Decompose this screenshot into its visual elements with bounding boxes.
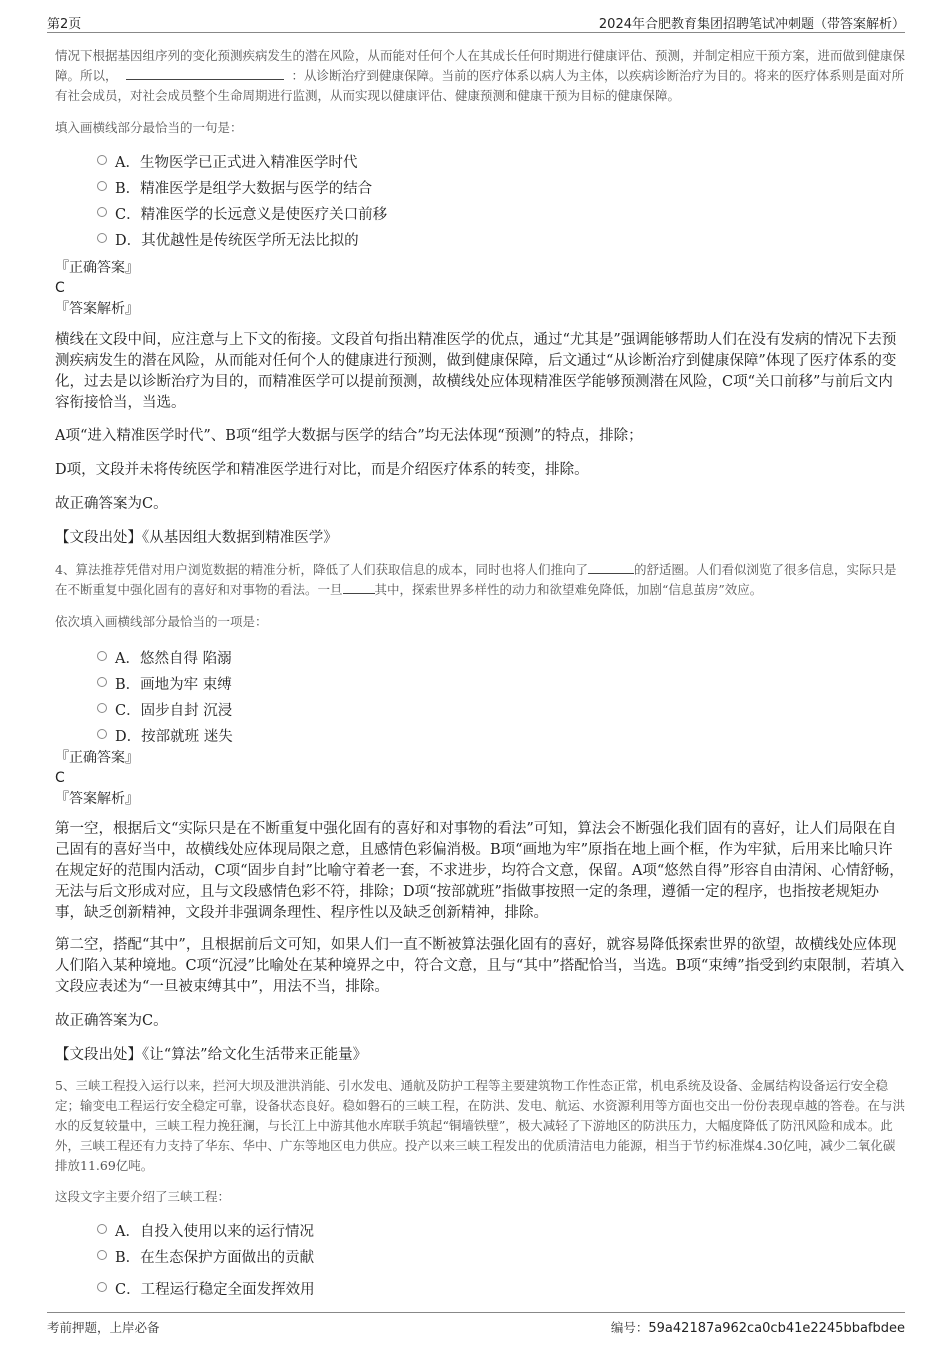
- footer-slogan: 考前押题，上岸必备: [47, 1320, 160, 1335]
- q3-prompt: 填入画横线部分最恰当的一句是：: [55, 120, 243, 135]
- q3-analysis-2: A项“进入精准医学时代”、B项“组学大数据与医学的结合”均无法体现“预测”的特点，排除；: [55, 428, 643, 444]
- q3-options: [55, 148, 905, 252]
- q3-analysis-4: 故正确答案为C。: [55, 496, 168, 512]
- q4-options: [55, 644, 905, 748]
- document-code: [611, 1318, 905, 1336]
- radio-icon[interactable]: [97, 729, 107, 739]
- page-number: 第2页: [47, 17, 82, 32]
- q4-passage-part-a: 4、算法推荐凭借对用户浏览数据的精准分析，降低了人们获取信息的成本，同时也将人们推向了: [55, 562, 588, 577]
- q4-blank-1: [588, 572, 634, 574]
- q4-option-c[interactable]: C．固步自封 沉浸: [55, 696, 905, 722]
- q3-option-c[interactable]: C．精准医学的长远意义是使医疗关口前移: [55, 200, 905, 226]
- radio-icon[interactable]: [97, 207, 107, 217]
- q3-analysis-label: 『答案解析』: [55, 301, 139, 317]
- q4-answer: C: [55, 770, 65, 786]
- radio-icon[interactable]: [97, 651, 107, 661]
- q3-answer-label: 『正确答案』: [55, 260, 139, 276]
- radio-icon[interactable]: [97, 1282, 107, 1292]
- q3-blank: [126, 78, 284, 80]
- q4-source: 【文段出处】《让“算法”给文化生活带来正能量》: [55, 1047, 368, 1063]
- q4-answer-label: 『正确答案』: [55, 750, 139, 766]
- q4-analysis-3: 故正确答案为C。: [55, 1013, 168, 1029]
- q3-analysis-3: D项，文段并未将传统医学和精准医学进行对比，而是介绍医疗体系的转变，排除。: [55, 462, 589, 478]
- q3-option-a[interactable]: A．生物医学已正式进入精准医学时代: [55, 148, 905, 174]
- q4-passage: [55, 560, 905, 600]
- q3-answer: C: [55, 280, 65, 296]
- q5-prompt: 这段文字主要介绍了三峡工程：: [55, 1189, 231, 1204]
- page-footer: [47, 1312, 905, 1338]
- q5-passage: 5、三峡工程投入运行以来，拦河大坝及泄洪消能、引水发电、通航及防护工程等主要建筑物工作性态正常，机电系统及设备、金属结构设备运行安全稳定；输变电工程运行安全稳定可靠，设备状态良好。稳如磐石的三峡工程，在防洪、发电、航运、水资源利用等方面也交出一份份表现卓越的答卷。在与洪水的反复较量中，三峡工程力挽狂澜，与长江上中游其他水库联手筑起“铜墙铁壁”，极大减轻了下游地区的防洪压力，大幅度降低了防汛风险和成本。此外，三峡工程还有力支持了华东、华中、广东等地区电力供应。投产以来三峡工程发出的优质清洁电力能源，相当于节约标准煤4.30亿吨，减少二氧化碳排放11.69亿吨。: [55, 1078, 906, 1173]
- q4-passage-part-b: 的舒适圈。人们看似浏览了很多信息，实际只是在不断重复中强化固有的喜好和对事物的看法。一旦: [55, 562, 897, 597]
- q4-analysis-1: 第一空，根据后文“实际只是在不断重复中强化固有的喜好和对事物的看法”可知，算法会不断强化我们固有的喜好，让人们局限在自己固有的喜好当中，故横线处应体现局限之意，且感情色彩偏消极。B项“画地为牢”原指在地上画个框，作为牢狱，后用来比喻只许在规定好的范围内活动，C项“固步自封”比喻守着老一套，不求进步，均符合文意，保留。A项“悠然自得”形容自由清闲、心情舒畅，无法与后文形成对应，且与文段感情色彩不符，排除；D项“按部就班”指做事按照一定的条理，遵循一定的程序，也指按老规矩办事，缺乏创新精神，文段并非强调条理性、程序性以及缺乏创新精神，排除。: [55, 821, 904, 921]
- q3-passage-part-a: 情况下根据基因组序列的变化预测疾病发生的潜在风险，从而能对任何个人在其成长任何时期进行健康评估、预测，并制定相应干预方案，进而做到健康保障。所以，: [55, 48, 906, 83]
- q4-blank-2: [343, 592, 375, 594]
- radio-icon[interactable]: [97, 703, 107, 713]
- q3-option-b[interactable]: B．精准医学是组学大数据与医学的结合: [55, 174, 905, 200]
- q4-option-b[interactable]: B．画地为牢 束缚: [55, 670, 905, 696]
- document-code-value: 59a42187a962ca0cb41e2245bbafbdee: [648, 1321, 905, 1336]
- radio-icon[interactable]: [97, 1250, 107, 1260]
- q3-option-d[interactable]: D．其优越性是传统医学所无法比拟的: [55, 226, 905, 252]
- q3-source: 【文段出处】《从基因组大数据到精准医学》: [55, 530, 338, 546]
- q4-analysis-2: 第二空，搭配“其中”，且根据前后文可知，如果人们一直不断被算法强化固有的喜好，就容易降低探索世界的欲望，故横线处应体现人们陷入某种境地。C项“沉浸”比喻处在某种境界之中，符合文意，且与“其中”搭配恰当，当选。B项“束缚”指受到约束限制，若填入文段应表述为“一旦被束缚其中”，用法不当，排除。: [55, 937, 905, 995]
- q4-passage-part-c: 其中，探索世界多样性的动力和欲望难免降低，加剧“信息茧房”效应。: [374, 582, 763, 597]
- q3-passage-part-b: ：从诊断治疗到健康保障。当前的医疗体系以病人为主体，以疾病诊断治疗为目的。将来的医疗体系则是面对所有社会成员，对社会成员整个生命周期进行监测，从而实现以健康评估、健康预测和健康干预为目标的健康保障。: [55, 68, 905, 103]
- q3-passage: [55, 46, 905, 106]
- q5-option-a[interactable]: A．自投入使用以来的运行情况: [55, 1217, 905, 1243]
- q4-analysis-label: 『答案解析』: [55, 791, 139, 807]
- radio-icon[interactable]: [97, 155, 107, 165]
- radio-icon[interactable]: [97, 233, 107, 243]
- page-header: [47, 10, 905, 33]
- radio-icon[interactable]: [97, 181, 107, 191]
- q4-prompt: 依次填入画横线部分最恰当的一项是：: [55, 614, 268, 629]
- q5-option-b[interactable]: B．在生态保护方面做出的贡献: [55, 1243, 905, 1269]
- document-title: 2024年合肥教育集团招聘笔试冲刺题（带答案解析）: [598, 17, 905, 32]
- q5-option-c[interactable]: C．工程运行稳定全面发挥效用: [55, 1275, 905, 1301]
- q3-analysis-1: 横线在文段中间，应注意与上下文的衔接。文段首句指出精准医学的优点，通过“尤其是”强调能够帮助人们在没有发病的情况下去预测疾病发生的潜在风险，从而能对任何个人的健康进行预测，做到健康保障，后文通过“从诊断治疗到健康保障”体现了医疗体系的变化，过去是以诊断治疗为目的，而精准医学可以提前预测，故横线处应体现精准医学能够预测潜在风险，C项“关口前移”与前后文内容衔接恰当，当选。: [55, 332, 897, 411]
- q5-options: [55, 1217, 905, 1301]
- radio-icon[interactable]: [97, 677, 107, 687]
- q4-option-d[interactable]: D．按部就班 迷失: [55, 722, 905, 748]
- q4-option-a[interactable]: A．悠然自得 陷溺: [55, 644, 905, 670]
- document-code-label: 编号：: [610, 1320, 649, 1335]
- document-body: [55, 46, 905, 1301]
- radio-icon[interactable]: [97, 1224, 107, 1234]
